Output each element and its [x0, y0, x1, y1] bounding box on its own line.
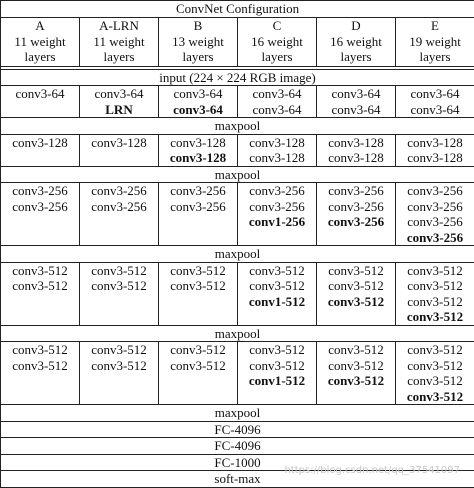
- layer-entry: conv3-256: [238, 199, 316, 215]
- layer-entry: conv3-512: [396, 309, 474, 325]
- layer-cell: [80, 183, 159, 246]
- layer-entry: conv3-128: [238, 135, 316, 151]
- layer-cell: [80, 262, 159, 325]
- layer-entry: conv3-256: [159, 183, 237, 199]
- layer-cell: [317, 183, 396, 246]
- layer-entry: conv3-512: [1, 342, 79, 358]
- layer-entry: conv3-256: [238, 183, 316, 199]
- layer-cell: [396, 183, 474, 246]
- layer-entry: conv3-64: [1, 86, 79, 102]
- layer-entry: conv3-256: [317, 199, 395, 215]
- layer-entry: conv3-512: [396, 263, 474, 279]
- layer-entry: conv3-256: [1, 199, 79, 215]
- weights-line: layers: [238, 49, 316, 65]
- layer-cell: [1, 134, 80, 166]
- layer-entry: conv3-512: [317, 263, 395, 279]
- layer-cell: [396, 262, 474, 325]
- layer-entry: conv3-128: [159, 135, 237, 151]
- input-row: input (224 × 224 RGB image): [1, 69, 474, 86]
- layer-entry: conv3-128: [396, 150, 474, 166]
- layer-entry: conv3-512: [159, 342, 237, 358]
- weights-line: 11 weight: [80, 34, 158, 50]
- classifier-row: FC-4096: [1, 421, 474, 438]
- layer-entry: LRN: [80, 102, 158, 118]
- maxpool-row: maxpool: [1, 118, 474, 135]
- layer-entry: conv3-64: [317, 102, 395, 118]
- classifier-row: FC-4096: [1, 438, 474, 455]
- classifier-row: soft-max: [1, 471, 474, 488]
- column-letter: E: [396, 17, 474, 34]
- layer-cell: [159, 134, 238, 166]
- layer-block-row: [1, 342, 474, 405]
- layer-entry: conv3-64: [159, 86, 237, 102]
- layer-cell: [396, 134, 474, 166]
- layer-cell: [317, 262, 396, 325]
- layer-cell: [396, 86, 474, 118]
- layer-block-row: [1, 86, 474, 118]
- table-title: ConvNet Configuration: [1, 1, 474, 18]
- column-weights: [238, 34, 317, 67]
- classifier-row: FC-1000: [1, 454, 474, 471]
- column-letter: B: [159, 17, 238, 34]
- weights-line: layers: [396, 49, 474, 65]
- layer-entry: conv3-512: [238, 358, 316, 374]
- layer-cell: [238, 134, 317, 166]
- layer-entry: conv3-512: [80, 342, 158, 358]
- layer-entry: conv3-64: [159, 102, 237, 118]
- layer-entry: conv3-128: [317, 150, 395, 166]
- layer-block-row: [1, 262, 474, 325]
- layer-cell: [317, 86, 396, 118]
- column-letter: C: [238, 17, 317, 34]
- layer-entry: conv3-128: [159, 150, 237, 166]
- watermark: https://blog.csdn.net/qq_37541097: [284, 465, 460, 476]
- weights-line: layers: [1, 49, 79, 65]
- layer-cell: [80, 342, 159, 405]
- column-weights: [80, 34, 159, 67]
- layer-cell: [1, 86, 80, 118]
- weights-line: layers: [317, 49, 395, 65]
- layer-cell: [80, 86, 159, 118]
- layer-entry: conv3-256: [396, 199, 474, 215]
- layer-entry: conv3-512: [317, 278, 395, 294]
- layer-entry: conv3-512: [317, 358, 395, 374]
- layer-entry: conv3-512: [238, 342, 316, 358]
- column-letter: D: [317, 17, 396, 34]
- layer-entry: conv3-512: [238, 263, 316, 279]
- layer-cell: [238, 342, 317, 405]
- layer-entry: conv3-256: [80, 183, 158, 199]
- layer-entry: conv3-512: [1, 278, 79, 294]
- layer-cell: [159, 86, 238, 118]
- layer-entry: conv3-128: [1, 135, 79, 151]
- layer-cell: [1, 262, 80, 325]
- layer-entry: conv3-256: [396, 230, 474, 246]
- weights-line: 11 weight: [1, 34, 79, 50]
- layer-cell: [159, 342, 238, 405]
- layer-entry: conv3-512: [396, 389, 474, 405]
- layer-cell: [159, 183, 238, 246]
- layer-block-row: [1, 183, 474, 246]
- layer-entry: conv3-512: [396, 358, 474, 374]
- layer-entry: conv3-512: [1, 358, 79, 374]
- layer-entry: conv3-512: [396, 342, 474, 358]
- layer-entry: conv1-256: [238, 214, 316, 230]
- layer-cell: [317, 342, 396, 405]
- layer-cell: [80, 134, 159, 166]
- layer-entry: conv3-128: [238, 150, 316, 166]
- layer-entry: conv1-512: [238, 373, 316, 389]
- layer-entry: conv3-512: [396, 373, 474, 389]
- layer-entry: conv3-512: [238, 278, 316, 294]
- layer-cell: [238, 86, 317, 118]
- layer-entry: conv3-256: [1, 183, 79, 199]
- maxpool-row: maxpool: [1, 166, 474, 183]
- layer-entry: conv3-512: [159, 358, 237, 374]
- layer-cell: [1, 183, 80, 246]
- layer-entry: conv3-64: [80, 86, 158, 102]
- layer-cell: [238, 183, 317, 246]
- weights-line: 19 weight: [396, 34, 474, 50]
- layer-entry: conv3-512: [1, 263, 79, 279]
- layer-entry: conv3-256: [317, 214, 395, 230]
- table-body: [1, 1, 474, 488]
- layer-entry: conv3-128: [396, 135, 474, 151]
- layer-cell: [238, 262, 317, 325]
- column-letter: A: [1, 17, 80, 34]
- weights-line: layers: [80, 49, 158, 65]
- layer-entry: conv3-64: [238, 102, 316, 118]
- layer-cell: [1, 342, 80, 405]
- layer-block-row: [1, 134, 474, 166]
- layer-entry: conv3-64: [396, 102, 474, 118]
- layer-cell: [159, 262, 238, 325]
- layer-entry: conv3-512: [80, 278, 158, 294]
- layer-entry: conv3-64: [238, 86, 316, 102]
- layer-entry: conv3-256: [159, 199, 237, 215]
- layer-entry: conv3-256: [317, 183, 395, 199]
- maxpool-row: maxpool: [1, 246, 474, 263]
- layer-entry: conv1-512: [238, 294, 316, 310]
- layer-entry: conv3-64: [396, 86, 474, 102]
- weights-line: 16 weight: [238, 34, 316, 50]
- layer-entry: conv3-512: [317, 342, 395, 358]
- layer-cell: [396, 342, 474, 405]
- layer-entry: conv3-512: [317, 373, 395, 389]
- layer-entry: conv3-512: [396, 278, 474, 294]
- column-weights: [1, 34, 80, 67]
- layer-entry: conv3-512: [80, 263, 158, 279]
- layer-entry: conv3-256: [80, 199, 158, 215]
- layer-entry: conv3-128: [317, 135, 395, 151]
- layer-cell: [317, 134, 396, 166]
- maxpool-row: maxpool: [1, 405, 474, 422]
- column-weights: [159, 34, 238, 67]
- column-weights: [317, 34, 396, 67]
- maxpool-row: maxpool: [1, 325, 474, 342]
- column-letter: A-LRN: [80, 17, 159, 34]
- weights-line: 13 weight: [159, 34, 237, 50]
- weights-line: layers: [159, 49, 237, 65]
- layer-entry: conv3-256: [396, 183, 474, 199]
- layer-entry: conv3-64: [317, 86, 395, 102]
- layer-entry: conv3-512: [159, 278, 237, 294]
- layer-entry: conv3-128: [80, 135, 158, 151]
- layer-entry: conv3-512: [159, 263, 237, 279]
- weights-line: 16 weight: [317, 34, 395, 50]
- layer-entry: conv3-512: [317, 294, 395, 310]
- layer-entry: conv3-256: [396, 214, 474, 230]
- column-weights: [396, 34, 474, 67]
- layer-entry: conv3-512: [396, 294, 474, 310]
- layer-entry: conv3-512: [80, 358, 158, 374]
